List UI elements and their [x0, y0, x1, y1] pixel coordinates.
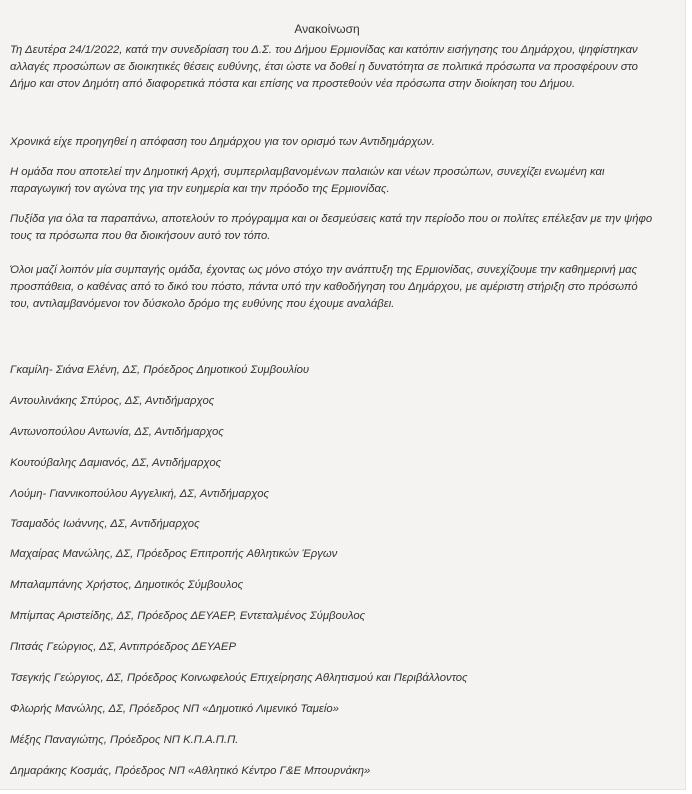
- member-item: Αντωνοπούλου Αντωνία, ΔΣ, Αντιδήμαρχος: [10, 426, 224, 438]
- paragraph-vice-mayors: Χρονικά είχε προηγηθεί η απόφαση του Δημάρχου για τον ορισμό των Αντιδημάρχων.: [10, 136, 435, 148]
- paragraph-compass: Πυξίδα για όλα τα παραπάνω, αποτελούν το πρόγραμμα και οι δεσμεύσεις κατά την περίοδο που οι πολίτες επέλεξαν με την ψήφο τους τα πρόσωπα που θα διοικήσουν αυτό τον τόπο.: [10, 213, 653, 242]
- member-item: Λούμη- Γιαννικοπούλου Αγγελική, ΔΣ, Αντιδήμαρχος: [10, 488, 269, 500]
- paragraph-session: Τη Δευτέρα 24/1/2022, κατά την συνεδρίαση του Δ.Σ. του Δήμου Ερμιονίδας και κατόπιν εισήγησης του Δημάρχου, ψηφίστηκαν αλλαγές προσώπων σε διοικητικές θέσεις ευθύνης, έτσι ώστε να δοθεί η δυνατότητα σε πολιτικά πρόσωπα να προσφέρουν στο Δήμο και στον Δημότη από διαφορετικά πόστα και επίσης να προστεθούν νέα πρόσωπα στην διοίκηση του Δήμου.: [10, 44, 638, 90]
- paragraph-team: Η ομάδα που αποτελεί την Δημοτική Αρχή, συμπεριλαμβανομένων παλαιών και νέων προσώπων, συνεχίζει ενωμένη και παραγωγική τον αγώνα της για την ευημερία και την πρόοδο της Ερμιονίδας.: [10, 166, 605, 195]
- member-item: Τσαμαδός Ιωάννης, ΔΣ, Αντιδήμαρχος: [10, 518, 200, 530]
- member-item: Τσεγκής Γεώργιος, ΔΣ, Πρόεδρος Κοινωφελούς Επιχείρησης Αθλητισμού και Περιβάλλοντος: [10, 672, 468, 684]
- member-item: Μπίμπας Αριστείδης, ΔΣ, Πρόεδρος ΔΕΥΑΕΡ, Εντεταλμένος Σύμβουλος: [10, 610, 366, 622]
- member-item: Δημαράκης Κοσμάς, Πρόεδρος ΝΠ «Αθλητικό Κέντρο Γ&Ε Μπουρνάκη»: [10, 765, 371, 777]
- member-item: Φλωρής Μανώλης, ΔΣ, Πρόεδρος ΝΠ «Δημοτικό Λιμενικό Ταμείο»: [10, 703, 339, 715]
- member-item: Μέξης Παναγιώτης, Πρόεδρος ΝΠ Κ.Π.Α.Π.Π.: [10, 734, 239, 746]
- member-item: Μαχαίρας Μανώλης, ΔΣ, Πρόεδρος Επιτροπής Αθλητικών Έργων: [10, 548, 338, 560]
- member-item: Αντουλινάκης Σπύρος, ΔΣ, Αντιδήμαρχος: [10, 395, 215, 407]
- paragraph-together: Όλοι μαζί λοιπόν μία συμπαγής ομάδα, έχοντας ως μόνο στόχο την ανάπτυξη της Ερμιονίδας, συνεχίζουμε την καθημερινή μας προσπάθεια, ο καθένας από το δικό του πόστο, πάντα υπό την καθοδήγηση του Δημάρχου, με αμέριστη στήριξη στο πρόσωπό του, αντιλαμβανόμενοι τον δύσκολο δρόμο της ευθύνης που έχουμε αναλάβει.: [10, 264, 638, 310]
- announcement-title: Ανακοίνωση: [294, 22, 360, 36]
- member-item: Μπαλαμπάνης Χρήστος, Δημοτικός Σύμβουλος: [10, 579, 244, 591]
- member-item: Γκαμίλη- Σιάνα Ελένη, ΔΣ, Πρόεδρος Δημοτικού Συμβουλίου: [10, 364, 310, 376]
- member-item: Πιτσάς Γεώργιος, ΔΣ, Αντιπρόεδρος ΔΕΥΑΕΡ: [10, 641, 236, 653]
- member-item: Κουτούβαλης Δαμιανός, ΔΣ, Αντιδήμαρχος: [10, 457, 222, 469]
